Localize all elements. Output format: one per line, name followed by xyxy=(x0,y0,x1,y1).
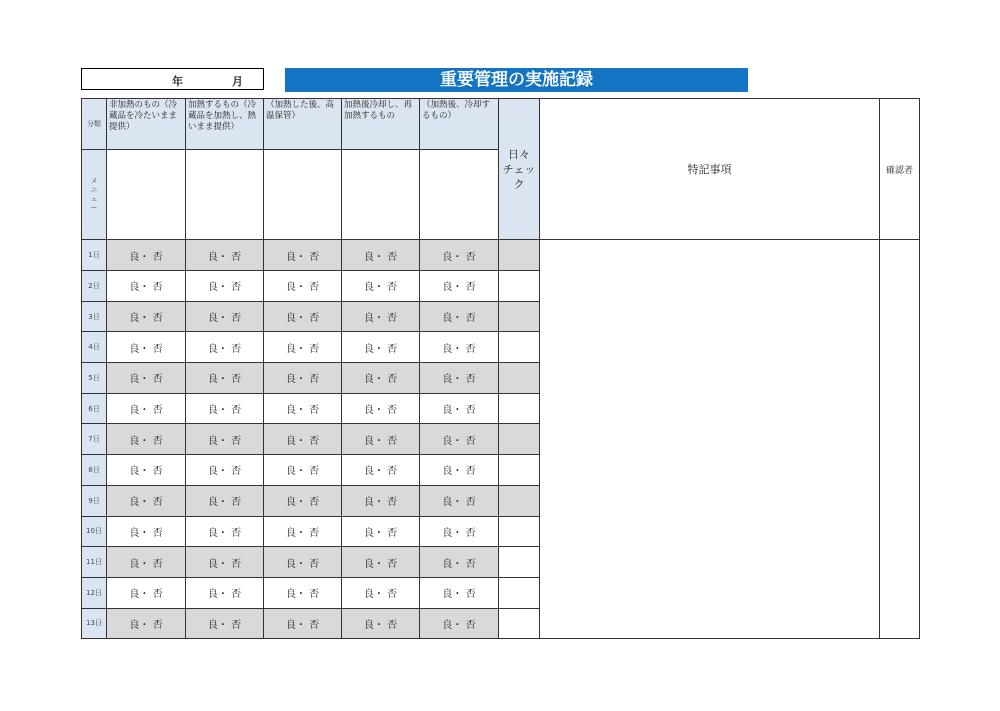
day-label: 4日 xyxy=(82,332,107,363)
day-label: 7日 xyxy=(82,424,107,455)
menu-cell[interactable] xyxy=(264,150,342,240)
category-label: 分類 xyxy=(82,99,107,150)
result-cell[interactable]: 良・ 否 xyxy=(264,271,342,302)
result-cell[interactable]: 良・ 否 xyxy=(420,240,499,271)
day-label: 2日 xyxy=(82,271,107,302)
result-cell[interactable]: 良・ 否 xyxy=(186,271,264,302)
result-cell[interactable]: 良・ 否 xyxy=(420,332,499,363)
result-cell[interactable]: 良・ 否 xyxy=(264,393,342,424)
category-header: 加熱後冷却し、再加熱するもの xyxy=(342,99,420,150)
result-cell[interactable]: 良・ 否 xyxy=(186,455,264,486)
day-label: 13日 xyxy=(82,608,107,639)
daily-check-cell[interactable] xyxy=(499,363,540,394)
result-cell[interactable]: 良・ 否 xyxy=(420,577,499,608)
result-cell[interactable]: 良・ 否 xyxy=(107,608,186,639)
result-cell[interactable]: 良・ 否 xyxy=(107,516,186,547)
result-cell[interactable]: 良・ 否 xyxy=(420,363,499,394)
month-label: 月 xyxy=(232,75,243,88)
result-cell[interactable]: 良・ 否 xyxy=(342,240,420,271)
result-cell[interactable]: 良・ 否 xyxy=(186,424,264,455)
result-cell[interactable]: 良・ 否 xyxy=(186,301,264,332)
daily-check-header xyxy=(499,99,540,240)
daily-check-cell[interactable] xyxy=(499,608,540,639)
result-cell[interactable]: 良・ 否 xyxy=(107,455,186,486)
day-label: 5日 xyxy=(82,363,107,394)
result-cell[interactable]: 良・ 否 xyxy=(186,363,264,394)
category-header: 非加熱のもの（冷蔵品を冷たいまま提供） xyxy=(107,99,186,150)
result-cell[interactable]: 良・ 否 xyxy=(420,608,499,639)
daily-check-cell[interactable] xyxy=(499,332,540,363)
result-cell[interactable]: 良・ 否 xyxy=(420,455,499,486)
daily-check-cell[interactable] xyxy=(499,271,540,302)
menu-cell[interactable] xyxy=(420,150,499,240)
category-header: （加熱した後、高温保管） xyxy=(264,99,342,150)
result-cell[interactable]: 良・ 否 xyxy=(107,301,186,332)
result-cell[interactable]: 良・ 否 xyxy=(420,424,499,455)
day-label: 12日 xyxy=(82,577,107,608)
result-cell[interactable]: 良・ 否 xyxy=(342,547,420,578)
result-cell[interactable]: 良・ 否 xyxy=(264,424,342,455)
page-title: 重要管理の実施記録 xyxy=(285,68,748,92)
year-month-box xyxy=(81,68,264,90)
result-cell[interactable]: 良・ 否 xyxy=(107,485,186,516)
day-label: 6日 xyxy=(82,393,107,424)
daily-check-cell[interactable] xyxy=(499,301,540,332)
result-cell[interactable]: 良・ 否 xyxy=(264,547,342,578)
category-header: 加熱するもの（冷蔵品を加熱し、熱いまま提供） xyxy=(186,99,264,150)
day-label: 9日 xyxy=(82,485,107,516)
daily-check-cell[interactable] xyxy=(499,393,540,424)
result-cell[interactable]: 良・ 否 xyxy=(107,271,186,302)
day-row xyxy=(82,240,920,271)
day-label: 11日 xyxy=(82,547,107,578)
result-cell[interactable]: 良・ 否 xyxy=(264,577,342,608)
daily-check-cell[interactable] xyxy=(499,455,540,486)
result-cell[interactable]: 良・ 否 xyxy=(186,577,264,608)
daily-check-cell[interactable] xyxy=(499,547,540,578)
result-cell[interactable]: 良・ 否 xyxy=(264,332,342,363)
daily-check-cell[interactable] xyxy=(499,485,540,516)
result-cell[interactable]: 良・ 否 xyxy=(342,332,420,363)
result-cell[interactable]: 良・ 否 xyxy=(264,516,342,547)
result-cell[interactable]: 良・ 否 xyxy=(342,608,420,639)
category-header: （加熱後、冷却するもの） xyxy=(420,99,499,150)
notes-cell[interactable] xyxy=(540,240,880,639)
result-cell[interactable]: 良・ 否 xyxy=(186,485,264,516)
result-cell[interactable]: 良・ 否 xyxy=(264,301,342,332)
result-cell[interactable]: 良・ 否 xyxy=(264,485,342,516)
day-label: 10日 xyxy=(82,516,107,547)
daily-check-cell[interactable] xyxy=(499,424,540,455)
daily-check-cell[interactable] xyxy=(499,577,540,608)
result-cell[interactable]: 良・ 否 xyxy=(420,393,499,424)
result-cell[interactable]: 良・ 否 xyxy=(342,363,420,394)
result-cell[interactable]: 良・ 否 xyxy=(342,455,420,486)
result-cell[interactable]: 良・ 否 xyxy=(264,240,342,271)
day-label: 1日 xyxy=(82,240,107,271)
menu-cell[interactable] xyxy=(342,150,420,240)
result-cell[interactable]: 良・ 否 xyxy=(342,516,420,547)
result-cell[interactable]: 良・ 否 xyxy=(186,608,264,639)
record-table xyxy=(81,98,920,639)
result-cell[interactable]: 良・ 否 xyxy=(342,301,420,332)
result-cell[interactable]: 良・ 否 xyxy=(420,485,499,516)
result-cell[interactable]: 良・ 否 xyxy=(342,485,420,516)
result-cell[interactable]: 良・ 否 xyxy=(420,516,499,547)
confirmer-header: 確認者 xyxy=(880,99,920,240)
notes-header: 特記事項 xyxy=(540,99,880,240)
result-cell[interactable]: 良・ 否 xyxy=(342,393,420,424)
confirmer-cell[interactable] xyxy=(880,240,920,639)
result-cell[interactable]: 良・ 否 xyxy=(342,577,420,608)
result-cell[interactable]: 良・ 否 xyxy=(342,271,420,302)
result-cell[interactable]: 良・ 否 xyxy=(420,271,499,302)
menu-label xyxy=(82,150,107,240)
result-cell[interactable]: 良・ 否 xyxy=(264,455,342,486)
daily-check-cell[interactable] xyxy=(499,516,540,547)
result-cell[interactable]: 良・ 否 xyxy=(107,332,186,363)
result-cell[interactable]: 良・ 否 xyxy=(107,363,186,394)
day-label: 8日 xyxy=(82,455,107,486)
result-cell[interactable]: 良・ 否 xyxy=(107,577,186,608)
result-cell[interactable]: 良・ 否 xyxy=(420,301,499,332)
result-cell[interactable]: 良・ 否 xyxy=(186,240,264,271)
result-cell[interactable]: 良・ 否 xyxy=(107,424,186,455)
result-cell[interactable]: 良・ 否 xyxy=(107,547,186,578)
year-label: 年 xyxy=(172,75,183,88)
result-cell[interactable]: 良・ 否 xyxy=(342,424,420,455)
daily-check-cell[interactable] xyxy=(499,240,540,271)
result-cell[interactable]: 良・ 否 xyxy=(186,393,264,424)
result-cell[interactable]: 良・ 否 xyxy=(186,516,264,547)
day-label: 3日 xyxy=(82,301,107,332)
menu-cell[interactable] xyxy=(186,150,264,240)
result-cell[interactable]: 良・ 否 xyxy=(186,332,264,363)
menu-label-text: メ ニ ュ ー xyxy=(90,176,98,212)
result-cell[interactable]: 良・ 否 xyxy=(107,240,186,271)
result-cell[interactable]: 良・ 否 xyxy=(186,547,264,578)
daily-check-label: 日々 チェック xyxy=(502,147,536,191)
result-cell[interactable]: 良・ 否 xyxy=(420,547,499,578)
menu-cell[interactable] xyxy=(107,150,186,240)
result-cell[interactable]: 良・ 否 xyxy=(107,393,186,424)
result-cell[interactable]: 良・ 否 xyxy=(264,608,342,639)
result-cell[interactable]: 良・ 否 xyxy=(264,363,342,394)
